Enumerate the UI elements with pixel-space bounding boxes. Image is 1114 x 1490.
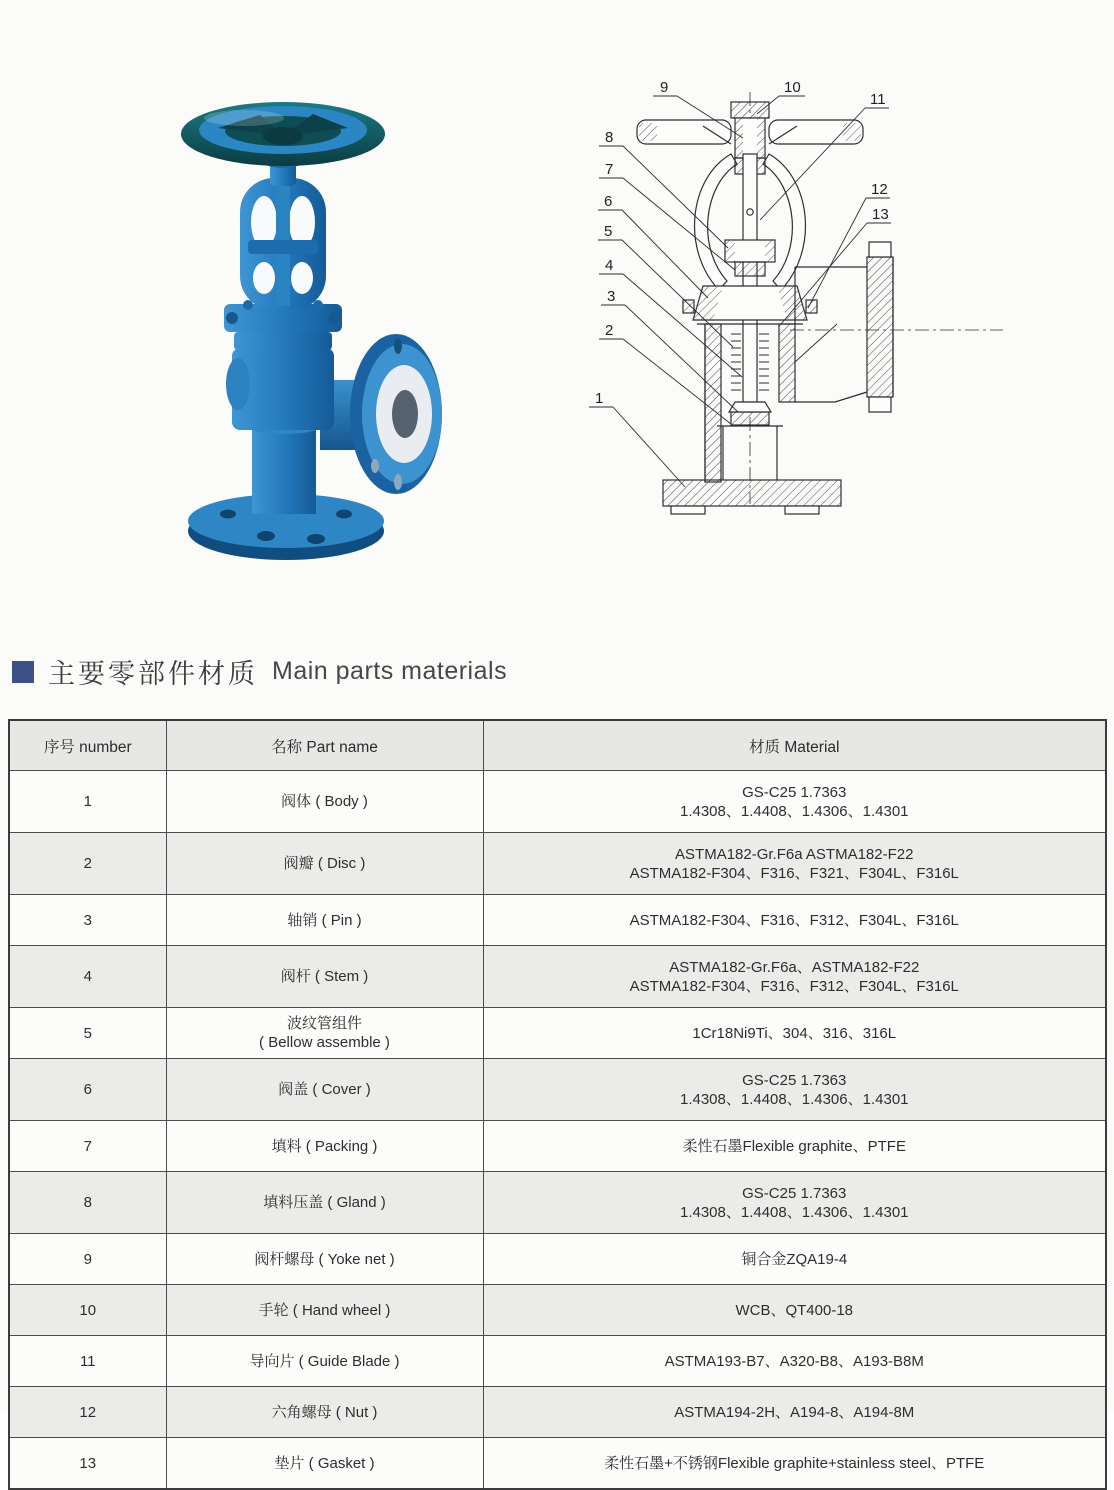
cell-material	[483, 1387, 1106, 1438]
table-row	[9, 946, 1106, 1008]
table-row	[9, 771, 1106, 833]
part-name-line1: 阀杆螺母 ( Yoke net )	[254, 1250, 395, 1268]
cell-number: 2	[9, 833, 166, 895]
cell-part-name	[166, 833, 483, 895]
cell-material	[483, 1121, 1106, 1172]
cell-material	[483, 1059, 1106, 1121]
valve-photo-image	[148, 84, 460, 562]
cell-number: 3	[9, 895, 166, 946]
material-line1: 柔性石墨+不锈钢Flexible graphite+stainless steel、PTFE	[604, 1454, 985, 1472]
cell-number: 4	[9, 946, 166, 1008]
cell-material	[483, 771, 1106, 833]
header-number: 序号 number	[9, 720, 166, 771]
callout-5: 5	[604, 223, 613, 240]
material-line2: 1.4308、1.4408、1.4306、1.4301	[679, 802, 909, 820]
callout-10: 10	[784, 79, 801, 96]
part-name-line1: 阀盖 ( Cover )	[278, 1081, 371, 1098]
heading-en: Main parts materials	[272, 657, 508, 685]
valve-photo	[148, 84, 460, 562]
cell-part-name	[166, 1387, 483, 1438]
table-row	[9, 895, 1106, 946]
part-name-line1: 阀杆 ( Stem )	[280, 968, 369, 985]
material-line2: ASTMA182-F304、F316、F321、F304L、F316L	[629, 864, 959, 882]
materials-table-wrap	[8, 719, 1105, 1490]
table-row	[9, 1121, 1106, 1172]
cell-part-name	[166, 1121, 483, 1172]
material-line1: WCB、QT400-18	[735, 1301, 854, 1319]
valve-section-image	[585, 62, 1010, 540]
table-row	[9, 1336, 1106, 1387]
material-line2: 1.4308、1.4408、1.4306、1.4301	[679, 1090, 909, 1108]
materials-table	[8, 719, 1107, 1490]
material-line1: ASTMA194-2H、A194-8、A194-8M	[674, 1403, 915, 1421]
cell-part-name	[166, 1059, 483, 1121]
cell-part-name	[166, 1438, 483, 1490]
material-line1: GS-C25 1.7363	[742, 1184, 847, 1202]
table-row	[9, 1285, 1106, 1336]
callout-8: 8	[605, 129, 614, 146]
cell-number: 5	[9, 1008, 166, 1059]
cell-part-name	[166, 1336, 483, 1387]
cell-material	[483, 895, 1106, 946]
callout-9: 9	[660, 79, 669, 96]
material-line1: 铜合金ZQA19-4	[741, 1250, 848, 1268]
cell-material	[483, 833, 1106, 895]
heading-zh: 主要零部件材质	[48, 659, 258, 689]
cell-part-name	[166, 895, 483, 946]
cell-material	[483, 1172, 1106, 1234]
table-row	[9, 1059, 1106, 1121]
section-heading	[12, 652, 507, 691]
cell-material	[483, 946, 1106, 1008]
cell-part-name	[166, 1285, 483, 1336]
table-row	[9, 1234, 1106, 1285]
table-row	[9, 1008, 1106, 1059]
table-row	[9, 1387, 1106, 1438]
part-name-line1: 填料压盖 ( Gland )	[263, 1194, 386, 1211]
part-name-line1: 六角螺母 ( Nut )	[271, 1403, 378, 1421]
part-name-line1: 阀瓣 ( Disc )	[283, 855, 366, 872]
callout-3: 3	[607, 288, 616, 305]
cell-number: 6	[9, 1059, 166, 1121]
part-name-line1: 轴销 ( Pin )	[287, 911, 362, 929]
callout-4: 4	[605, 257, 614, 274]
cell-number: 12	[9, 1387, 166, 1438]
part-name-line1: 导向片 ( Guide Blade )	[249, 1352, 400, 1370]
material-line1: ASTMA193-B7、A320-B8、A193-B8M	[664, 1352, 924, 1370]
cell-part-name	[166, 946, 483, 1008]
callout-12: 12	[871, 181, 888, 198]
material-line1: ASTMA182-F304、F316、F312、F304L、F316L	[629, 911, 959, 929]
valve-section-diagram	[585, 62, 1010, 540]
part-name-line1: 垫片 ( Gasket )	[274, 1454, 375, 1472]
part-name-line1: 手轮 ( Hand wheel )	[258, 1301, 391, 1319]
cell-number: 11	[9, 1336, 166, 1387]
cell-number: 8	[9, 1172, 166, 1234]
cell-part-name	[166, 1234, 483, 1285]
cell-material	[483, 1438, 1106, 1490]
cell-material	[483, 1008, 1106, 1059]
material-line2: 1.4308、1.4408、1.4306、1.4301	[679, 1203, 909, 1221]
table-row	[9, 1438, 1106, 1490]
callout-7: 7	[605, 161, 614, 178]
header-material: 材质 Material	[483, 720, 1106, 771]
material-line1: 柔性石墨Flexible graphite、PTFE	[682, 1137, 906, 1155]
header-part-name: 名称 Part name	[166, 720, 483, 771]
table-row	[9, 1172, 1106, 1234]
cell-number: 7	[9, 1121, 166, 1172]
cell-number: 1	[9, 771, 166, 833]
callout-6: 6	[604, 193, 613, 210]
cell-material	[483, 1234, 1106, 1285]
table-header-row	[9, 720, 1106, 771]
cell-number: 9	[9, 1234, 166, 1285]
callout-13: 13	[872, 206, 889, 223]
callout-1: 1	[595, 390, 604, 407]
material-line1: 1Cr18Ni9Ti、304、316、316L	[692, 1024, 897, 1042]
material-line1: ASTMA182-Gr.F6a、ASTMA182-F22	[669, 958, 920, 976]
square-bullet-icon	[12, 661, 34, 683]
material-line1: GS-C25 1.7363	[742, 1071, 847, 1089]
callout-2: 2	[605, 322, 614, 339]
callout-11: 11	[870, 91, 886, 108]
part-name-line2: ( Bellow assemble )	[259, 1034, 390, 1051]
cell-number: 13	[9, 1438, 166, 1490]
material-line2: ASTMA182-F304、F316、F312、F304L、F316L	[629, 977, 959, 995]
cell-part-name	[166, 1008, 483, 1059]
cell-number: 10	[9, 1285, 166, 1336]
cell-part-name	[166, 1172, 483, 1234]
table-row	[9, 833, 1106, 895]
part-name-line1: 波纹管组件	[286, 1015, 362, 1032]
cell-material	[483, 1285, 1106, 1336]
material-line1: GS-C25 1.7363	[742, 783, 847, 801]
cell-part-name	[166, 771, 483, 833]
material-line1: ASTMA182-Gr.F6a ASTMA182-F22	[675, 845, 914, 863]
part-name-line1: 阀体 ( Body )	[281, 793, 368, 810]
part-name-line1: 填料 ( Packing )	[271, 1137, 378, 1155]
cell-material	[483, 1336, 1106, 1387]
